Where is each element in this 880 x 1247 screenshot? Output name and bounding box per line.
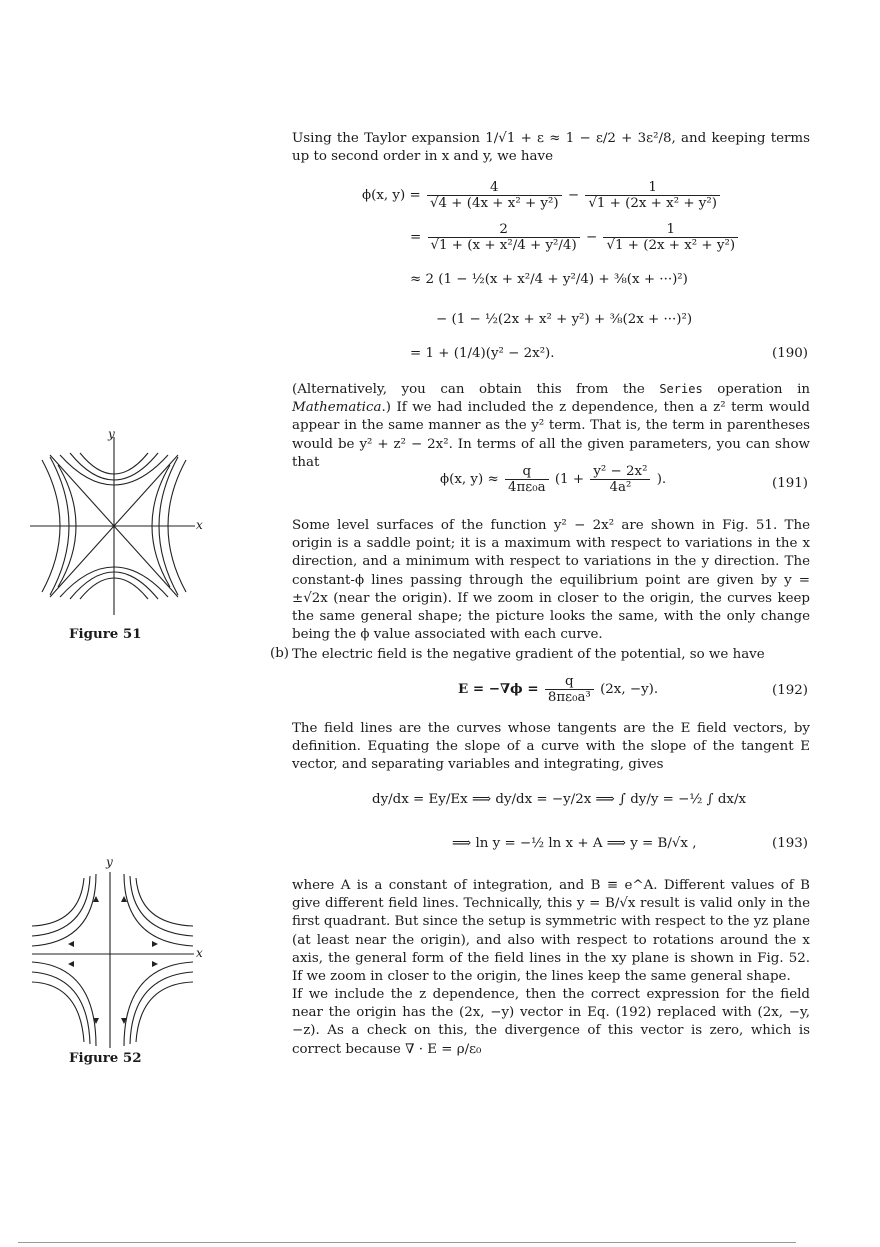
fig52-x-label: x xyxy=(196,946,203,960)
part-b-label: (b) xyxy=(270,646,290,661)
figure-51-caption: Figure 51 xyxy=(69,626,142,642)
eq190-line4: − (1 − ½(2x + x² + y²) + ⅜(2x + ···)²) xyxy=(436,312,693,327)
z-dependence-paragraph: If we include the z dependence, then the correct expression for the field near the origin has the (2x, −y) vector in Eq. (192) replaced with (2x, −y, −z). As a check on this, the divergence of this vector is zero, which is correct because ∇ · E = ρ/ε₀ xyxy=(292,987,810,1057)
part-b-paragraph: The electric field is the negative gradient of the potential, so we have xyxy=(292,647,765,662)
fig51-y-label: y xyxy=(108,427,115,441)
field-lines-paragraph: The field lines are the curves whose tangents are the E field vectors, by definition. Equating the slope of a curve with the slope of the tangent E vector, and separating variables and integrating, gives xyxy=(292,721,810,773)
fig52-y-label: y xyxy=(106,855,113,869)
eq190-minus-2: − xyxy=(585,230,598,245)
saddle-level-curves xyxy=(30,425,210,625)
fig51-x-label: x xyxy=(196,518,203,532)
eq192-frac: $\frac{q}{\text{8πε₀a³}}$ xyxy=(545,674,594,705)
mathematica-emphasis: Mathematica xyxy=(292,400,382,416)
figure-52-caption: Figure 52 xyxy=(69,1050,142,1066)
eq191-mid: (1 + xyxy=(554,472,585,487)
eq190-lhs: ϕ(x, y) = xyxy=(362,188,421,203)
level-surfaces-paragraph: Some level surfaces of the function y² − 2x² are shown in Fig. 51. The origin is a saddle point; it is a maximum with respect to variations in the x direction, and a minimum with respect to variations in the y direction. The constant-ϕ lines passing through the equilibrium point are given by y = ±√2x (near the origin). If we zoom in closer to the origin, the curves keep the same general shape; the picture looks the same, with the only change being the ϕ value associated with each curve. xyxy=(292,518,810,643)
intro-paragraph: Using the Taylor expansion 1/√1 + ε ≈ 1 − ε/2 + 3ε²/8, and keeping terms up to second order in x and y, we have xyxy=(292,131,810,165)
footer-rule xyxy=(18,1242,796,1243)
eq191-frac2: $\frac{\text{y² − 2x²}}{\text{4a²}}$ xyxy=(590,464,650,495)
field-lines-plot xyxy=(28,866,208,1056)
eq191-frac1: $\frac{q}{\text{4πε₀a}}$ xyxy=(505,464,549,495)
series-code: Series xyxy=(659,382,703,396)
eq190-frac1: $\frac{4}{\text{√4 + (4x + x² + y²)}}$ xyxy=(427,180,562,211)
eq190-l2-eq: = xyxy=(410,230,422,245)
eq192-number: (192) xyxy=(772,683,809,698)
eq191-number: (191) xyxy=(772,476,809,491)
eq191-end: ). xyxy=(656,472,667,487)
eq190-frac4: $\frac{1}{\text{√1 + (2x + x² + y²)}}$ xyxy=(603,222,738,253)
eq191-lhs: ϕ(x, y) ≈ xyxy=(440,472,499,487)
where-paragraph: where A is a constant of integration, and B ≡ e^A. Different values of B give different field lines. Technically, this y = B/√x result is valid only in the first quadrant. But since the setup is symmetric with respect to the yz plane (at least near the origin), and also with respect to rotations around the x axis, the general form of the field lines in the xy plane is shown in Fig. 52. If we zoom in closer to the origin, the lines keep the same general shape. xyxy=(292,878,810,985)
alternative-paragraph: (Alternatively, you can obtain this from the Series operation in Mathematica.) If we had included the z dependence, then a z² term would appear in the same manner as the y² term. That is, the term in parentheses would be y² + z² − 2x². In terms of all the given parameters, you can show that xyxy=(292,382,810,470)
eq193-number: (193) xyxy=(772,836,809,851)
eq193-row1: dy/dx = Ey/Ex ⟹ dy/dx = −y/2x ⟹ ∫ dy/y = −½ ∫ dx/x xyxy=(372,792,747,807)
eq190-frac3: $\frac{2}{\text{√1 + (x + x²/4 + y²/4)}}$ xyxy=(428,222,580,253)
eq190-line3: ≈ 2 (1 − ½(x + x²/4 + y²/4) + ⅜(x + ···)²) xyxy=(410,272,688,287)
eq192-lhs: E = −∇ϕ = xyxy=(458,681,539,697)
eq192-rhs: (2x, −y). xyxy=(600,682,659,697)
eq190-number: (190) xyxy=(772,346,809,361)
eq190-line5: = 1 + (1/4)(y² − 2x²). xyxy=(410,346,555,361)
eq190-minus: − xyxy=(567,188,580,203)
eq190-frac2: $\frac{1}{\text{√1 + (2x + x² + y²)}}$ xyxy=(585,180,720,211)
eq193-row2: ⟹ ln y = −½ ln x + A ⟹ y = B/√x , xyxy=(452,836,697,851)
